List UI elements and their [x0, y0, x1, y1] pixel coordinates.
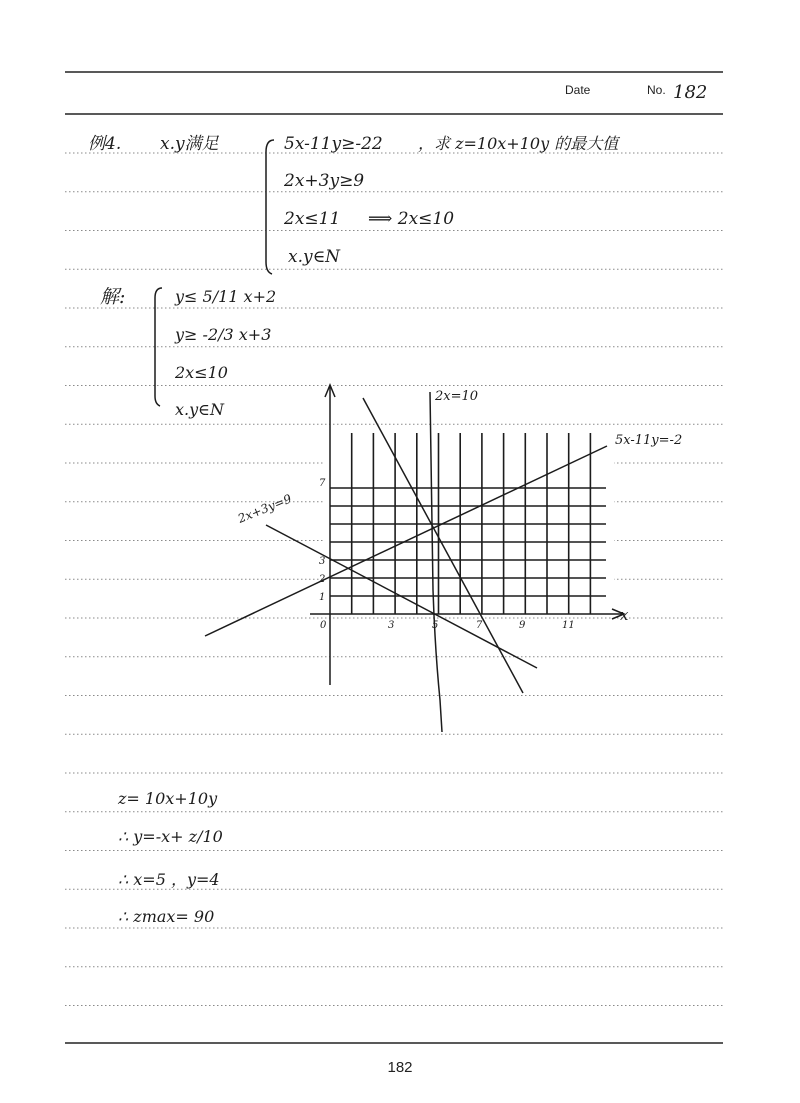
- y-tick-2: 2: [319, 574, 326, 585]
- implication-text: ⟹ 2x≤10: [368, 209, 455, 229]
- constraint-brace: [266, 140, 274, 274]
- constraint-4: x.y∈N: [288, 247, 341, 267]
- number-value: 182: [673, 82, 708, 103]
- feasible-region-graph: [205, 385, 682, 732]
- y-tick-7: 7: [319, 478, 326, 489]
- result-line-3: ∴ x=5 ，y=4: [118, 870, 220, 889]
- x-tick-3: 3: [388, 620, 395, 631]
- constraint-2: 2x+3y≥9: [284, 171, 365, 191]
- solution-line-4: x.y∈N: [175, 400, 224, 419]
- result-line-4: ∴ zmax= 90: [118, 907, 215, 926]
- result-line-1: z= 10x+10y: [118, 789, 218, 808]
- y-tick-1: 1: [319, 592, 326, 603]
- solution-line-3: 2x≤10: [175, 363, 228, 382]
- x-tick-5: 5: [432, 620, 439, 631]
- label-2x+3y: 2x+3y=9: [235, 491, 294, 526]
- x-tick-11: 11: [562, 620, 575, 631]
- solution-line-1: y≤ 5/11 x+2: [175, 287, 277, 306]
- constraint-3: 2x≤11: [284, 209, 341, 229]
- solution-line-2: y≥ -2/3 x+3: [175, 325, 272, 344]
- y-tick-3: 3: [319, 556, 326, 567]
- x-tick-9: 9: [519, 620, 526, 631]
- result-line-2: ∴ y=-x+ z/10: [118, 827, 223, 846]
- number-label: No.: [647, 83, 666, 97]
- example-condition: x.y满足: [160, 134, 219, 154]
- label-5x-11y: 5x-11y=-2: [615, 433, 683, 448]
- x-tick-0: 0: [320, 620, 327, 631]
- page-number: 182: [387, 1059, 413, 1076]
- date-label: Date: [565, 83, 591, 97]
- graph-background: [324, 430, 614, 615]
- x-tick-7: 7: [476, 620, 483, 631]
- objective-text: ，求 z=10x+10y 的最大值: [418, 134, 619, 153]
- solution-label: 解:: [100, 286, 126, 308]
- label-2x-10: 2x=10: [435, 389, 479, 404]
- x-axis-label: x: [620, 606, 629, 624]
- example-label: 例4.: [88, 134, 122, 154]
- constraint-1: 5x-11y≥-22: [284, 134, 383, 154]
